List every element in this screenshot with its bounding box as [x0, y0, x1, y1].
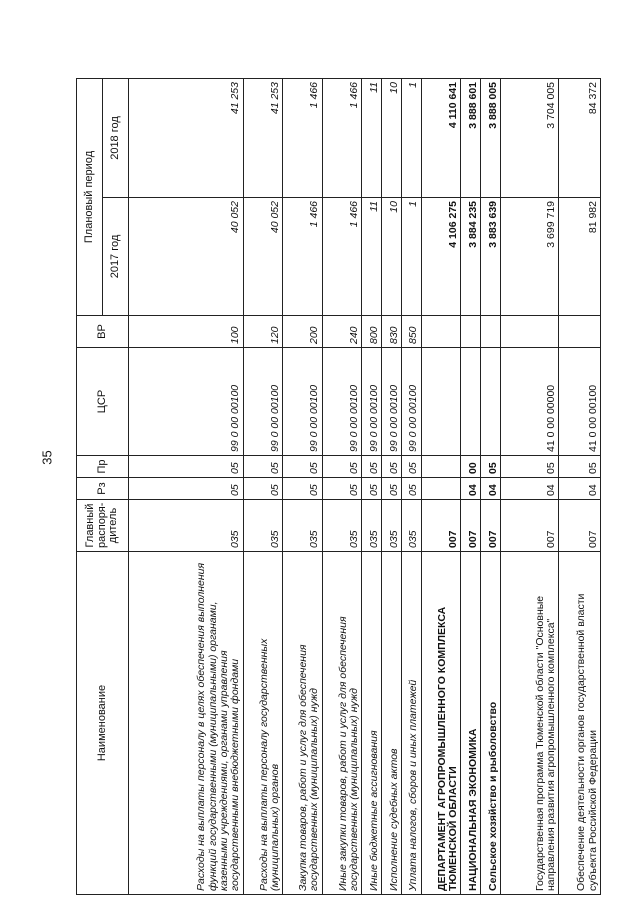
row-csr: 99 0 00 00100 — [382, 348, 402, 456]
header-planned-period: Плановый период — [77, 79, 103, 316]
header-rz: Рз — [77, 478, 129, 500]
row-value-2017: 3 883 639 — [481, 198, 501, 316]
row-name: ДЕПАРТАМЕНТ АГРОПРОМЫШЛЕННОГО КОМПЛЕКСА ТЮМЕНСКОЙ ОБЛАСТИ — [421, 552, 461, 895]
row-value-2017: 81 982 — [559, 198, 601, 316]
row-rz: 05 — [243, 478, 283, 500]
table-row — [129, 79, 244, 895]
row-value-2017: 3 699 719 — [500, 198, 558, 316]
table-row — [500, 79, 558, 895]
row-name: Закупка товаров, работ и услуг для обеспечения государственных (муниципальных) нужд — [283, 552, 323, 895]
row-pr: 05 — [500, 456, 558, 478]
header-pr: Пр — [77, 456, 129, 478]
row-name: НАЦИОНАЛЬНАЯ ЭКОНОМИКА — [461, 552, 481, 895]
header-name: Наименование — [77, 552, 129, 895]
table-body — [129, 79, 601, 895]
row-value-2017: 3 884 235 — [461, 198, 481, 316]
row-rz: 05 — [322, 478, 362, 500]
row-glavny: 007 — [421, 500, 461, 552]
row-rz: 05 — [382, 478, 402, 500]
row-glavny: 007 — [461, 500, 481, 552]
header-year-2017: 2017 год — [103, 198, 129, 316]
row-name: Исполнение судебных актов — [382, 552, 402, 895]
row-csr: 99 0 00 00100 — [362, 348, 382, 456]
row-vr: 830 — [382, 316, 402, 348]
header-glavny: Главный распоря-дитель — [77, 500, 129, 552]
row-vr: 800 — [362, 316, 382, 348]
row-pr: 00 — [461, 456, 481, 478]
row-name: Иные бюджетные ассигнования — [362, 552, 382, 895]
row-name: Расходы на выплаты персоналу государственных (муниципальных) органов — [243, 552, 283, 895]
row-value-2017: 1 466 — [322, 198, 362, 316]
row-vr: 200 — [283, 316, 323, 348]
page-number: 35 — [39, 450, 55, 465]
row-rz: 04 — [481, 478, 501, 500]
table-row — [401, 79, 421, 895]
row-value-2018: 10 — [382, 79, 402, 198]
table-row — [322, 79, 362, 895]
row-csr — [421, 348, 461, 456]
row-value-2018: 11 — [362, 79, 382, 198]
row-pr: 05 — [481, 456, 501, 478]
row-vr: 120 — [243, 316, 283, 348]
row-value-2017: 40 052 — [243, 198, 283, 316]
rotated-table-frame — [76, 79, 601, 895]
row-vr: 240 — [322, 316, 362, 348]
table-row — [461, 79, 481, 895]
row-value-2017: 40 052 — [129, 198, 244, 316]
row-glavny: 035 — [322, 500, 362, 552]
row-glavny: 035 — [243, 500, 283, 552]
row-glavny: 007 — [500, 500, 558, 552]
row-glavny: 035 — [382, 500, 402, 552]
row-glavny: 035 — [283, 500, 323, 552]
header-year-2018: 2018 год — [103, 79, 129, 198]
row-glavny: 035 — [362, 500, 382, 552]
budget-table — [76, 78, 601, 895]
header-row-top — [77, 79, 103, 895]
row-pr: 05 — [322, 456, 362, 478]
row-name: Государственная программа Тюменской области "Основные направления развития агропромышленного комплекса" — [500, 552, 558, 895]
row-glavny: 007 — [481, 500, 501, 552]
row-name: Сельское хозяйство и рыболовство — [481, 552, 501, 895]
row-csr: 99 0 00 00100 — [129, 348, 244, 456]
header-vr: ВР — [77, 316, 129, 348]
row-vr — [481, 316, 501, 348]
row-name: Расходы на выплаты персоналу в целях обеспечения выполнения функций государственными (муниципальными) органами, казенными учреждениями, органами управления государственными внебюджетными фондами — [129, 552, 244, 895]
row-value-2017: 4 106 275 — [421, 198, 461, 316]
header-csr: ЦСР — [77, 348, 129, 456]
row-glavny: 035 — [129, 500, 244, 552]
row-value-2018: 3 704 005 — [500, 79, 558, 198]
row-csr — [461, 348, 481, 456]
row-vr — [421, 316, 461, 348]
row-rz: 05 — [362, 478, 382, 500]
row-csr: 99 0 00 00100 — [401, 348, 421, 456]
row-name: Уплата налогов, сборов и иных платежей — [401, 552, 421, 895]
row-value-2018: 1 466 — [322, 79, 362, 198]
row-vr — [500, 316, 558, 348]
row-csr: 99 0 00 00100 — [243, 348, 283, 456]
row-pr: 05 — [382, 456, 402, 478]
row-rz — [421, 478, 461, 500]
row-name: Обеспечение деятельности органов государственной власти субъекта Российской Федерации — [559, 552, 601, 895]
row-value-2017: 11 — [362, 198, 382, 316]
row-rz: 04 — [559, 478, 601, 500]
row-value-2018: 1 — [401, 79, 421, 198]
table-row — [421, 79, 461, 895]
row-vr: 100 — [129, 316, 244, 348]
row-pr: 05 — [129, 456, 244, 478]
row-pr: 05 — [401, 456, 421, 478]
row-rz: 05 — [401, 478, 421, 500]
row-rz: 05 — [129, 478, 244, 500]
row-rz: 04 — [461, 478, 481, 500]
row-value-2017: 1 466 — [283, 198, 323, 316]
row-pr: 05 — [283, 456, 323, 478]
row-vr — [559, 316, 601, 348]
row-vr: 850 — [401, 316, 421, 348]
row-value-2017: 10 — [382, 198, 402, 316]
table-row — [382, 79, 402, 895]
table-row — [362, 79, 382, 895]
row-csr — [481, 348, 501, 456]
row-csr: 41 0 00 00100 — [559, 348, 601, 456]
row-glavny: 007 — [559, 500, 601, 552]
row-value-2018: 3 888 005 — [481, 79, 501, 198]
row-value-2018: 41 253 — [243, 79, 283, 198]
row-vr — [461, 316, 481, 348]
row-rz: 05 — [283, 478, 323, 500]
row-csr: 99 0 00 00100 — [322, 348, 362, 456]
table-row — [243, 79, 283, 895]
row-pr — [421, 456, 461, 478]
row-value-2018: 3 888 601 — [461, 79, 481, 198]
table-row — [559, 79, 601, 895]
table-row — [481, 79, 501, 895]
row-value-2018: 84 372 — [559, 79, 601, 198]
row-csr: 41 0 00 00000 — [500, 348, 558, 456]
row-glavny: 035 — [401, 500, 421, 552]
row-name: Иные закупки товаров, работ и услуг для обеспечения государственных (муниципальных) нужд — [322, 552, 362, 895]
row-value-2017: 1 — [401, 198, 421, 316]
row-pr: 05 — [243, 456, 283, 478]
table-row — [283, 79, 323, 895]
row-pr: 05 — [362, 456, 382, 478]
row-csr: 99 0 00 00100 — [283, 348, 323, 456]
row-value-2018: 4 110 641 — [421, 79, 461, 198]
row-rz: 04 — [500, 478, 558, 500]
row-value-2018: 41 253 — [129, 79, 244, 198]
row-value-2018: 1 466 — [283, 79, 323, 198]
row-pr: 05 — [559, 456, 601, 478]
